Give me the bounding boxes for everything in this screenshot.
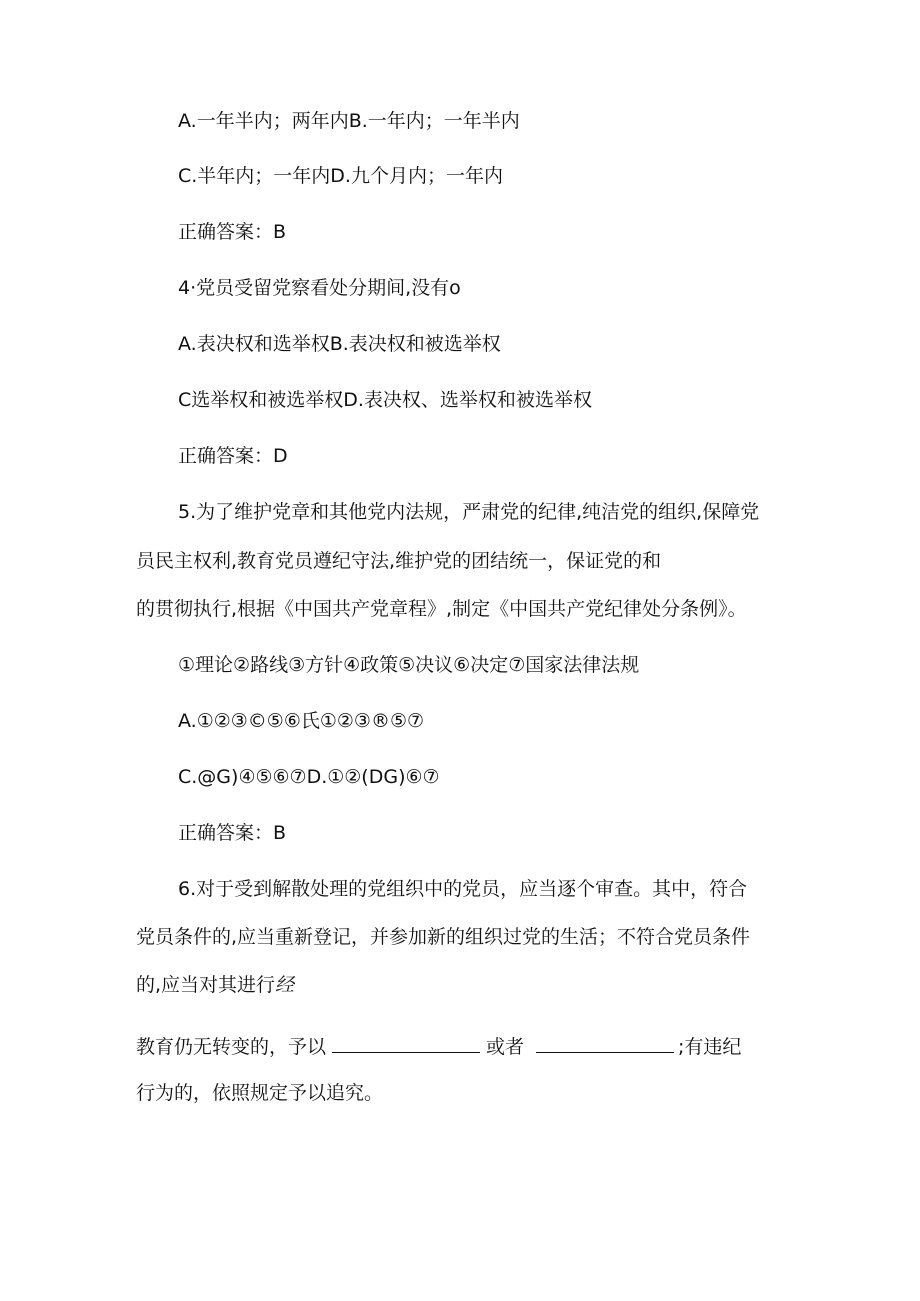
q6-line-3-text: 的,应当对其进行 bbox=[136, 974, 276, 996]
q5-items-list: ①理论②路线③方针④政策⑤决议⑥决定⑦国家法律法规 bbox=[178, 654, 640, 676]
q4-correct-answer: 正确答案：D bbox=[178, 445, 288, 467]
q5-options-ab: A.①②③©⑤⑥氏①②③®⑤⑦ bbox=[178, 710, 425, 732]
q6-question-line-1: 6.对于受到解散处理的党组织中的党员，应当逐个审查。其中，符合 bbox=[178, 878, 748, 900]
q4-question: 4·党员受留党察看处分期间,没有o bbox=[178, 277, 461, 299]
fill-in-blank-1[interactable] bbox=[332, 1034, 480, 1053]
q6-line-4-text-b: 或者 bbox=[486, 1036, 525, 1058]
q3-options-ab: A.一年半内；两年内B.一年内；一年半内 bbox=[178, 110, 520, 132]
q6-question-line-3 bbox=[136, 974, 294, 996]
q6-question-line-2: 党员条件的,应当重新登记，并参加新的组织过党的生活；不符合党员条件 bbox=[136, 926, 751, 948]
q5-question-line-2: 员民主权利,教育党员遵纪守法,维护党的团结统一，保证党的和 bbox=[136, 550, 662, 572]
q6-line-3-italic-char: 经 bbox=[275, 974, 295, 996]
q3-correct-answer: 正确答案：B bbox=[178, 221, 287, 243]
q4-options-cd: C选举权和被选举权D.表决权、选举权和被选举权 bbox=[178, 389, 592, 411]
q6-line-4-text-a: 教育仍无转变的，予以 bbox=[136, 1036, 327, 1058]
q6-line-4-text-c: ;有违纪 bbox=[678, 1036, 742, 1058]
q5-question-line-1: 5.为了维护党章和其他党内法规，严肃党的纪律,纯洁党的组织,保障党 bbox=[178, 501, 760, 523]
q5-correct-answer: 正确答案：B bbox=[178, 822, 287, 844]
q4-options-ab: A.表决权和选举权B.表决权和被选举权 bbox=[178, 333, 501, 355]
q6-question-line-4 bbox=[136, 1034, 741, 1058]
fill-in-blank-2[interactable] bbox=[536, 1034, 674, 1053]
q6-question-line-5: 行为的，依照规定予以追究。 bbox=[136, 1082, 384, 1104]
q5-options-cd: C.@G)④⑤⑥⑦D.①②(DG)⑥⑦ bbox=[178, 766, 440, 788]
q3-options-cd: C.半年内；一年内D.九个月内；一年内 bbox=[178, 165, 503, 187]
q5-question-line-3: 的贯彻执行,根据《中国共产党章程》,制定《中国共产党纪律处分条例》。 bbox=[136, 598, 747, 620]
